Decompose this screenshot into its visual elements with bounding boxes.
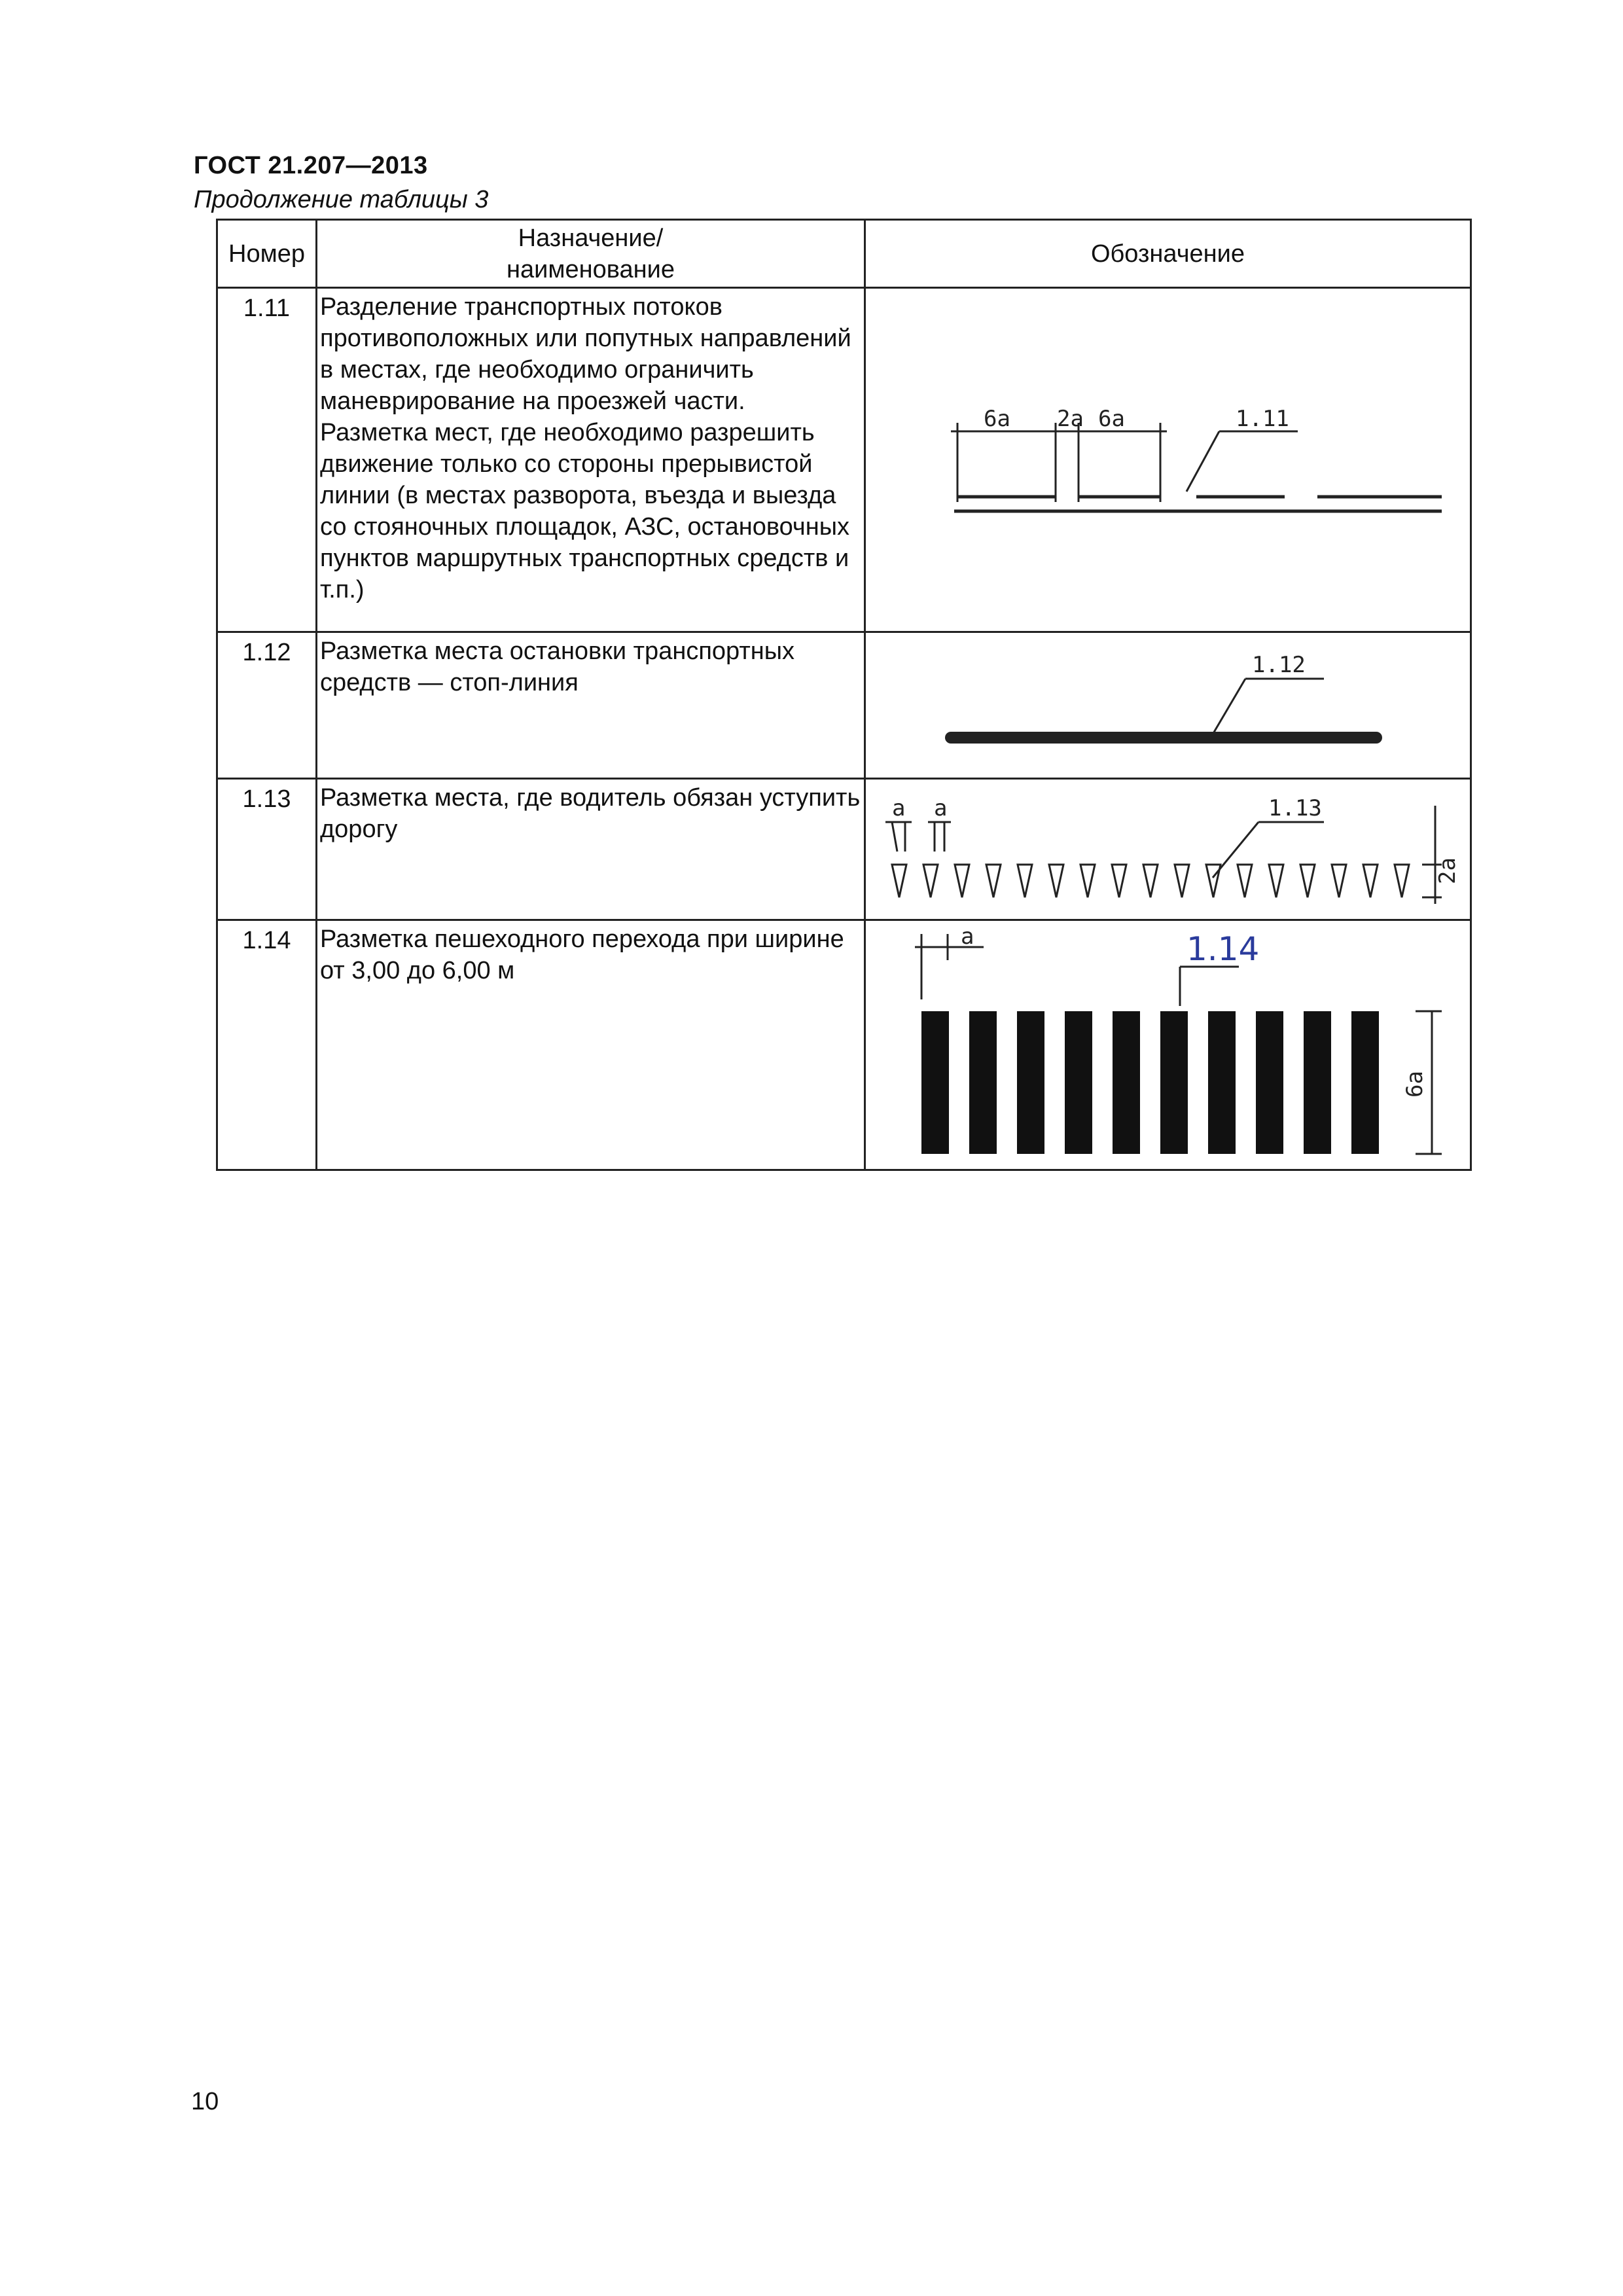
crosswalk-stripe bbox=[1351, 1011, 1379, 1154]
row-number: 1.12 bbox=[217, 632, 317, 779]
table-header-row bbox=[217, 220, 1471, 288]
row-description bbox=[317, 288, 865, 632]
row-number: 1.11 bbox=[217, 288, 317, 632]
row-symbol bbox=[865, 288, 1471, 632]
dim-a: a bbox=[961, 924, 974, 950]
dim-6a-right: 6a bbox=[1098, 406, 1125, 432]
column-header-symbol: Обозначение bbox=[865, 220, 1471, 288]
yield-triangle bbox=[892, 865, 906, 897]
row-symbol bbox=[865, 779, 1471, 920]
yield-triangle bbox=[1049, 865, 1063, 897]
yield-triangle bbox=[1143, 865, 1158, 897]
marking-label: 1.12 bbox=[1252, 652, 1306, 678]
yield-triangle bbox=[1363, 865, 1378, 897]
dim-a-left: a bbox=[892, 795, 906, 821]
row-description bbox=[317, 779, 865, 920]
yield-triangle bbox=[1395, 865, 1409, 897]
dim-2a: 2a bbox=[1435, 857, 1461, 884]
yield-triangle bbox=[1300, 865, 1315, 897]
table-row bbox=[217, 632, 1471, 779]
crosswalk-stripe bbox=[1208, 1011, 1236, 1154]
marking-label: 1.11 bbox=[1236, 406, 1289, 432]
row-description-text-2: Разметка мест, где необходимо разрешить движение только со стороны прерывистой линии (в местах разворота, въезда и выезда со стояночных площадок, АЗС, остановочных пунктов маршрутных транспортных средств и т.п.) bbox=[320, 419, 850, 603]
row-description bbox=[317, 632, 865, 779]
row-description-text: Разметка места, где водитель обязан уступить дорогу bbox=[320, 784, 861, 843]
dim-6a: 6a bbox=[1402, 1071, 1428, 1098]
crosswalk-stripe bbox=[1304, 1011, 1331, 1154]
dim-2a: 2a bbox=[1057, 406, 1084, 432]
row-description-text: Разделение транспортных потоков противоположных или попутных направлений в местах, где необходимо ограничить маневрирование на проезжей части. bbox=[320, 293, 851, 415]
yield-triangle bbox=[1269, 865, 1283, 897]
marking-1-13-drawing bbox=[866, 780, 1468, 917]
yield-triangle bbox=[1080, 865, 1095, 897]
table-row bbox=[217, 779, 1471, 920]
crosswalk-stripe bbox=[1160, 1011, 1188, 1154]
yield-triangle bbox=[1332, 865, 1346, 897]
table-row bbox=[217, 920, 1471, 1170]
yield-triangle bbox=[1018, 865, 1032, 897]
document-code: ГОСТ 21.207—2013 bbox=[194, 152, 428, 179]
yield-triangle bbox=[923, 865, 938, 897]
column-header-number: Номер bbox=[217, 220, 317, 288]
crosswalk-stripe bbox=[921, 1011, 949, 1154]
row-symbol bbox=[865, 920, 1471, 1170]
crosswalk-stripe bbox=[969, 1011, 997, 1154]
marking-label: 1.13 bbox=[1268, 795, 1322, 821]
yield-triangle bbox=[1175, 865, 1189, 897]
table-caption: Продолжение таблицы 3 bbox=[194, 186, 489, 213]
crosswalk-stripe bbox=[1256, 1011, 1283, 1154]
marking-label: 1.14 bbox=[1186, 930, 1260, 968]
row-description bbox=[317, 920, 865, 1170]
row-symbol bbox=[865, 632, 1471, 779]
marking-1-11-drawing bbox=[866, 289, 1468, 629]
markings-table bbox=[216, 219, 1472, 1171]
marking-1-14-drawing bbox=[866, 921, 1468, 1167]
crosswalk-stripe bbox=[1113, 1011, 1140, 1154]
yield-triangle bbox=[955, 865, 969, 897]
column-header-purpose-line1: Назначение/ bbox=[518, 224, 664, 252]
row-description-text: Разметка места остановки транспортных средств — стоп-линия bbox=[320, 637, 795, 696]
column-header-purpose-line2: наименование bbox=[507, 255, 675, 283]
yield-triangle bbox=[1112, 865, 1126, 897]
row-number: 1.14 bbox=[217, 920, 317, 1170]
table-row bbox=[217, 288, 1471, 632]
row-description-text: Разметка пешеходного перехода при ширине от 3,00 до 6,00 м bbox=[320, 925, 844, 984]
yield-triangle bbox=[986, 865, 1001, 897]
yield-triangle bbox=[1238, 865, 1252, 897]
dim-a-right: a bbox=[934, 795, 948, 821]
dim-6a-left: 6a bbox=[984, 406, 1010, 432]
crosswalk-stripe bbox=[1017, 1011, 1044, 1154]
column-header-purpose bbox=[317, 220, 865, 288]
marking-1-12-drawing bbox=[866, 633, 1468, 776]
row-number: 1.13 bbox=[217, 779, 317, 920]
crosswalk-stripe bbox=[1065, 1011, 1092, 1154]
page-number: 10 bbox=[191, 2088, 219, 2115]
